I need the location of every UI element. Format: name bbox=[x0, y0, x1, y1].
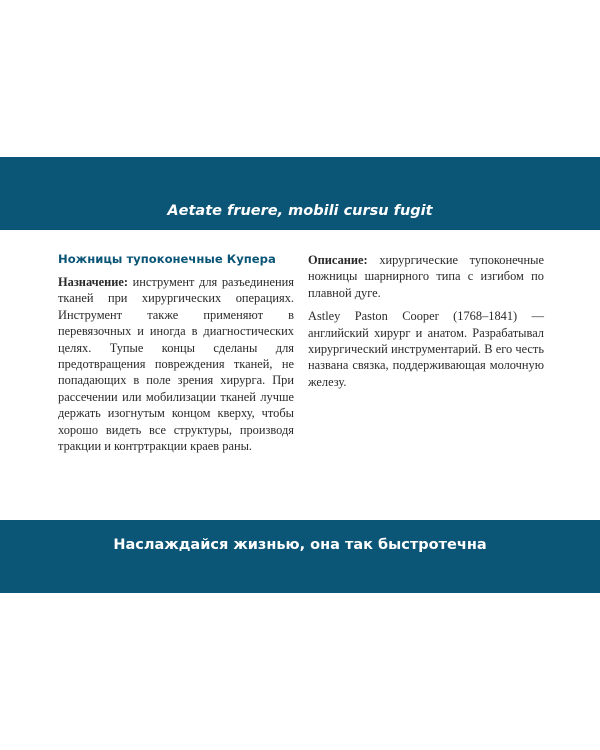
description-paragraph bbox=[308, 252, 544, 301]
purpose-label: Назначение: bbox=[58, 275, 129, 289]
right-column bbox=[308, 252, 544, 397]
left-column bbox=[58, 252, 294, 461]
header-band bbox=[0, 157, 600, 230]
footer-band bbox=[0, 520, 600, 593]
description-text: хирургические тупоконечные ножницы шарнирного типа с изгибом по плавной дуге. bbox=[308, 253, 544, 300]
purpose-text: инструмент для разъединения тканей при хирургических операциях. Инструмент также применяют в перевязочных и иногда в диагностических целях. Тупые концы сделаны для предотвращения повреждения тканей, не попадающих в поле зрения хирурга. При рассечении или мобилизации тканей лучше держать изогнутым концом кверху, чтобы хорошо видеть все структуры, производя тракции и контртракции краев раны. bbox=[58, 275, 294, 454]
purpose-paragraph bbox=[58, 274, 294, 454]
bio-paragraph: Astley Paston Cooper (1768–1841) — английский хирург и анатом. Разрабатывал хирургический инструментарий. В его честь названа связка, поддерживающая молочную железу. bbox=[308, 309, 544, 389]
description-label: Описание: bbox=[308, 253, 368, 267]
instrument-title: Ножницы тупоконечные Купера bbox=[58, 252, 276, 266]
latin-motto: Aetate fruere, mobili cursu fugit bbox=[167, 203, 433, 219]
russian-motto: Наслаждайся жизнью, она так быстротечна bbox=[113, 537, 487, 553]
